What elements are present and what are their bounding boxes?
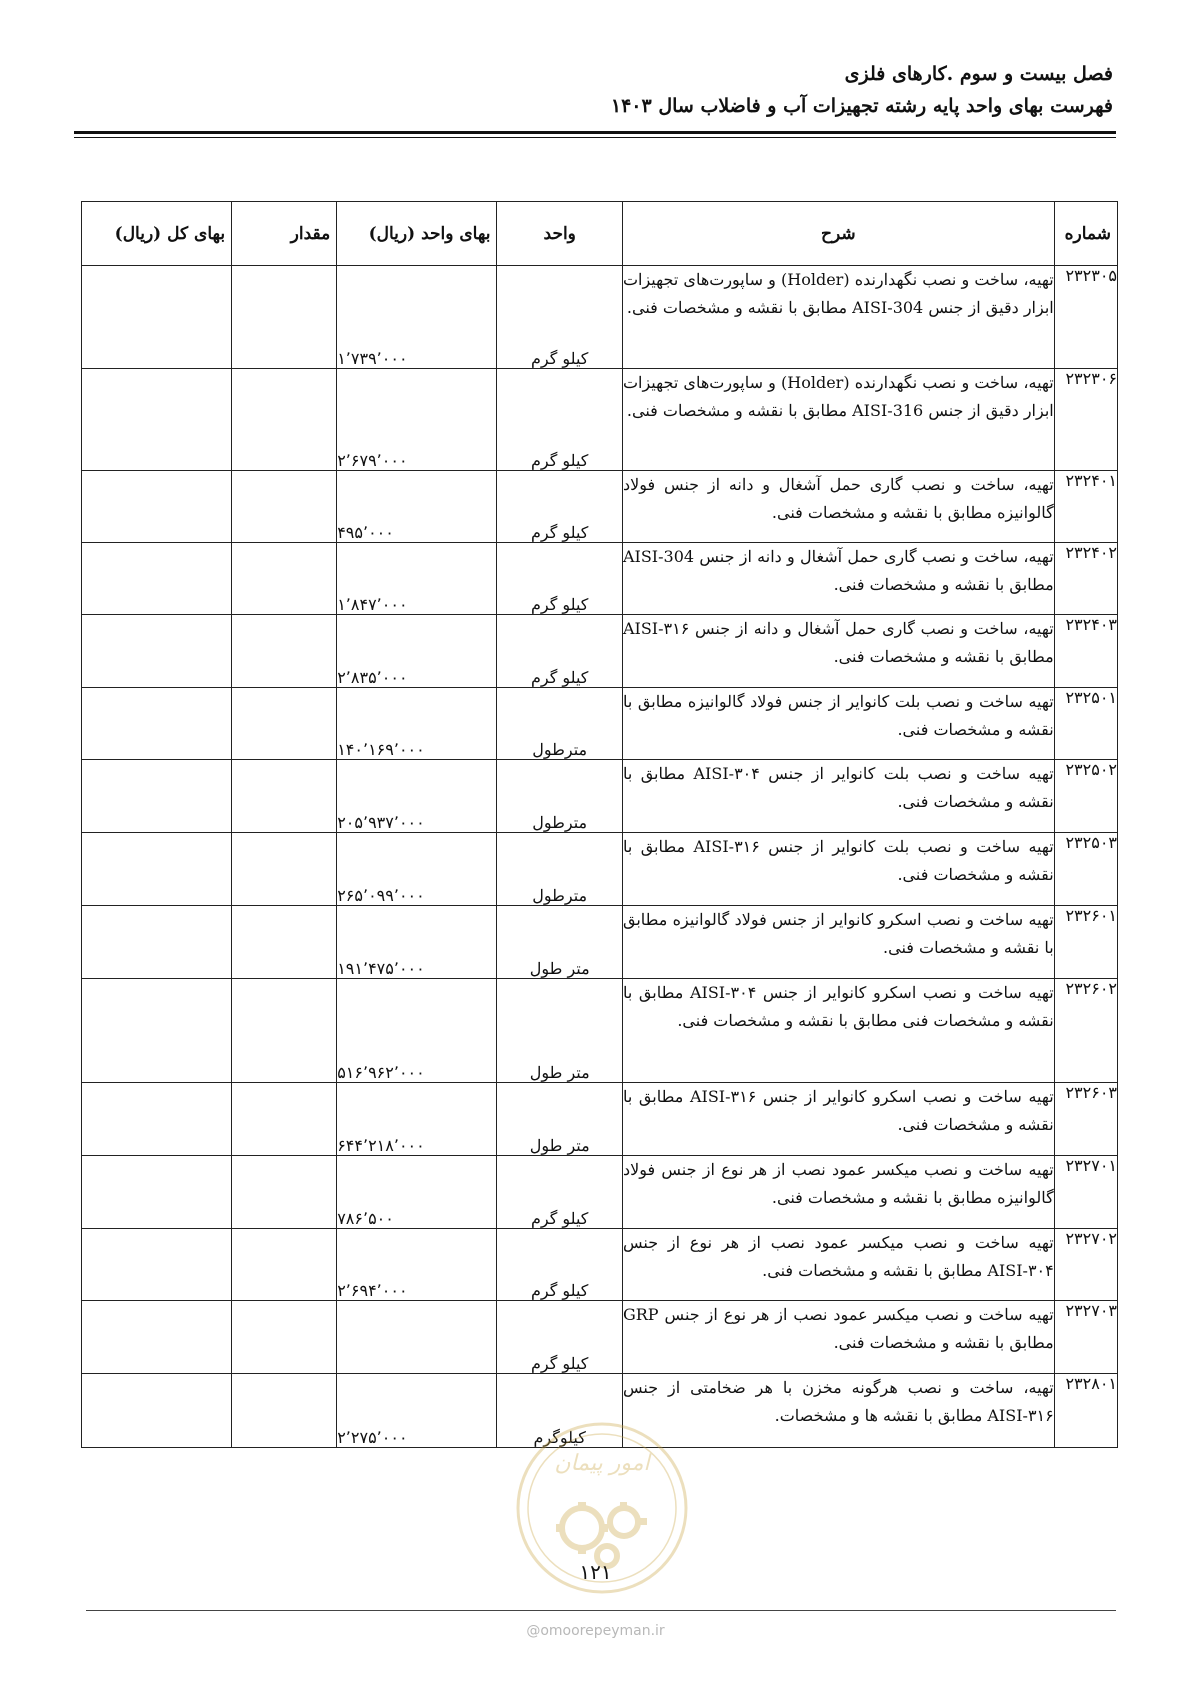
table-header-row (82, 202, 1118, 266)
table-row (82, 979, 1118, 1083)
item-unit-cell: کیلو گرم (497, 1229, 623, 1301)
item-quantity-cell (232, 760, 337, 833)
table-row (82, 833, 1118, 906)
table-row (82, 369, 1118, 471)
item-number-cell: ۲۳۲۵۰۱ (1054, 688, 1117, 760)
item-number-cell: ۲۳۲۸۰۱ (1054, 1374, 1117, 1448)
item-number-cell: ۲۳۲۳۰۵ (1054, 266, 1117, 369)
item-unit-price-cell: ۲٬۶۷۹٬۰۰۰ (337, 369, 497, 471)
item-number-cell: ۲۳۲۳۰۶ (1054, 369, 1117, 471)
item-description-cell: تهیه ساخت و نصب اسکرو کانوایر از جنس AISI-۳۱۶ مطابق با نقشه و مشخصات فنی. (622, 1083, 1054, 1156)
item-number-cell: ۲۳۲۴۰۳ (1054, 615, 1117, 688)
item-quantity-cell (232, 1301, 337, 1374)
item-total-price-cell (82, 471, 232, 543)
footer-rule (86, 1610, 1116, 1611)
item-quantity-cell (232, 688, 337, 760)
col-header-total-price: بهای کل (ریال) (82, 202, 232, 266)
item-quantity-cell (232, 471, 337, 543)
table-row (82, 688, 1118, 760)
item-unit-price-cell: ۱۹۱٬۴۷۵٬۰۰۰ (337, 906, 497, 979)
item-unit-price-cell: ۲۶۵٬۰۹۹٬۰۰۰ (337, 833, 497, 906)
item-total-price-cell (82, 1156, 232, 1229)
item-unit-cell: مترطول (497, 833, 623, 906)
table-row (82, 1301, 1118, 1374)
item-number-cell: ۲۳۲۷۰۱ (1054, 1156, 1117, 1229)
svg-text:امور پیمان: امور پیمان (554, 1451, 650, 1476)
item-quantity-cell (232, 615, 337, 688)
table-row (82, 906, 1118, 979)
item-total-price-cell (82, 543, 232, 615)
page-number: ۱۲۱ (579, 1560, 612, 1584)
item-quantity-cell (232, 833, 337, 906)
item-quantity-cell (232, 369, 337, 471)
item-unit-cell: کیلو گرم (497, 615, 623, 688)
item-total-price-cell (82, 369, 232, 471)
item-quantity-cell (232, 906, 337, 979)
item-unit-price-cell: ۱٬۷۳۹٬۰۰۰ (337, 266, 497, 369)
header-rule-thick (74, 131, 1116, 134)
item-quantity-cell (232, 979, 337, 1083)
item-unit-price-cell: ۲٬۲۷۵٬۰۰۰ (337, 1374, 497, 1448)
item-unit-price-cell: ۴۹۵٬۰۰۰ (337, 471, 497, 543)
item-description-cell: تهیه ساخت و نصب اسکرو کانوایر از جنس فولاد گالوانیزه مطابق با نقشه و مشخصات فنی. (622, 906, 1054, 979)
table-row (82, 1374, 1118, 1448)
item-quantity-cell (232, 1229, 337, 1301)
item-description-cell: تهیه، ساخت و نصب نگهدارنده (Holder) و ساپورت‌های تجهیزات ابزار دقیق از جنس AISI-316 مطابق با نقشه و مشخصات فنی. (622, 369, 1054, 471)
item-quantity-cell (232, 543, 337, 615)
item-unit-cell: کیلو گرم (497, 471, 623, 543)
item-total-price-cell (82, 266, 232, 369)
item-number-cell: ۲۳۲۴۰۱ (1054, 471, 1117, 543)
item-unit-price-cell: ۱٬۸۴۷٬۰۰۰ (337, 543, 497, 615)
item-unit-cell: کیلو گرم (497, 543, 623, 615)
item-description-cell: تهیه، ساخت و نصب گاری حمل آشغال و دانه از جنس AISI-۳۱۶ مطابق با نقشه و مشخصات فنی. (622, 615, 1054, 688)
item-number-cell: ۲۳۲۵۰۲ (1054, 760, 1117, 833)
item-total-price-cell (82, 688, 232, 760)
table-row (82, 615, 1118, 688)
item-description-cell: تهیه ساخت و نصب میکسر عمود نصب از هر نوع از جنس AISI-۳۰۴ مطابق با نقشه و مشخصات فنی. (622, 1229, 1054, 1301)
item-unit-price-cell: ۲٬۶۹۴٬۰۰۰ (337, 1229, 497, 1301)
item-number-cell: ۲۳۲۵۰۳ (1054, 833, 1117, 906)
table-row (82, 760, 1118, 833)
col-header-unit: واحد (497, 202, 623, 266)
table-row (82, 1083, 1118, 1156)
col-header-number: شماره (1054, 202, 1117, 266)
item-unit-cell: کیلو گرم (497, 1301, 623, 1374)
item-description-cell: تهیه ساخت و نصب اسکرو کانوایر از جنس AISI-۳۰۴ مطابق با نقشه و مشخصات فنی مطابق با نقشه و مشخصات فنی. (622, 979, 1054, 1083)
item-unit-cell: متر طول (497, 1083, 623, 1156)
item-total-price-cell (82, 833, 232, 906)
item-quantity-cell (232, 1374, 337, 1448)
website-watermark: @omoorepeyman.ir (526, 1623, 665, 1639)
col-header-quantity: مقدار (232, 202, 337, 266)
item-unit-price-cell: ۲٬۸۳۵٬۰۰۰ (337, 615, 497, 688)
item-unit-cell: کیلو گرم (497, 369, 623, 471)
item-unit-cell: کیلو گرم (497, 1156, 623, 1229)
item-description-cell: تهیه ساخت و نصب بلت کانوایر از جنس AISI-۳۱۶ مطابق با نقشه و مشخصات فنی. (622, 833, 1054, 906)
item-total-price-cell (82, 979, 232, 1083)
item-number-cell: ۲۳۲۶۰۳ (1054, 1083, 1117, 1156)
price-table (81, 201, 1118, 1448)
item-description-cell: تهیه ساخت و نصب بلت کانوایر از جنس AISI-۳۰۴ مطابق با نقشه و مشخصات فنی. (622, 760, 1054, 833)
item-number-cell: ۲۳۲۷۰۳ (1054, 1301, 1117, 1374)
item-unit-cell: کیلو گرم (497, 266, 623, 369)
item-quantity-cell (232, 1156, 337, 1229)
item-unit-cell: مترطول (497, 760, 623, 833)
item-description-cell: تهیه ساخت و نصب میکسر عمود نصب از هر نوع از جنس فولاد گالوانیزه مطابق با نقشه و مشخصات فنی. (622, 1156, 1054, 1229)
item-total-price-cell (82, 1229, 232, 1301)
table-row (82, 1156, 1118, 1229)
item-quantity-cell (232, 266, 337, 369)
item-unit-cell: متر طول (497, 979, 623, 1083)
item-description-cell: تهیه، ساخت و نصب نگهدارنده (Holder) و ساپورت‌های تجهیزات ابزار دقیق از جنس AISI-304 مطابق با نقشه و مشخصات فنی. (622, 266, 1054, 369)
item-number-cell: ۲۳۲۶۰۱ (1054, 906, 1117, 979)
item-number-cell: ۲۳۲۴۰۲ (1054, 543, 1117, 615)
item-unit-price-cell (337, 1301, 497, 1374)
item-total-price-cell (82, 1374, 232, 1448)
item-description-cell: تهیه، ساخت و نصب گاری حمل آشغال و دانه از جنس AISI-304 مطابق با نقشه و مشخصات فنی. (622, 543, 1054, 615)
table-row (82, 266, 1118, 369)
price-list-title: فهرست بهای واحد پایه رشته تجهیزات آب و فاضلاب سال ۱۴۰۳ (610, 95, 1113, 117)
page-header (78, 58, 1113, 122)
item-description-cell: تهیه، ساخت و نصب گاری حمل آشغال و دانه از جنس فولاد گالوانیزه مطابق با نقشه و مشخصات فنی. (622, 471, 1054, 543)
item-unit-cell: مترطول (497, 688, 623, 760)
chapter-title: فصل بیست و سوم .کارهای فلزی (844, 63, 1113, 85)
item-unit-price-cell: ۲۰۵٬۹۳۷٬۰۰۰ (337, 760, 497, 833)
col-header-unit-price: بهای واحد (ریال) (337, 202, 497, 266)
item-unit-price-cell: ۱۴۰٬۱۶۹٬۰۰۰ (337, 688, 497, 760)
item-unit-price-cell: ۷۸۶٬۵۰۰ (337, 1156, 497, 1229)
item-description-cell: تهیه ساخت و نصب بلت کانوایر از جنس فولاد گالوانیزه مطابق با نقشه و مشخصات فنی. (622, 688, 1054, 760)
item-total-price-cell (82, 1083, 232, 1156)
item-unit-cell: کیلوگرم (497, 1374, 623, 1448)
col-header-description: شرح (622, 202, 1054, 266)
item-unit-price-cell: ۶۴۴٬۲۱۸٬۰۰۰ (337, 1083, 497, 1156)
item-description-cell: تهیه ساخت و نصب میکسر عمود نصب از هر نوع از جنس GRP مطابق با نقشه و مشخصات فنی. (622, 1301, 1054, 1374)
item-total-price-cell (82, 615, 232, 688)
item-description-cell: تهیه، ساخت و نصب هرگونه مخزن با هر ضخامتی از جنس AISI-۳۱۶ مطابق با نقشه ها و مشخصات. (622, 1374, 1054, 1448)
item-unit-cell: متر طول (497, 906, 623, 979)
item-quantity-cell (232, 1083, 337, 1156)
item-total-price-cell (82, 1301, 232, 1374)
item-number-cell: ۲۳۲۶۰۲ (1054, 979, 1117, 1083)
table-row (82, 543, 1118, 615)
item-number-cell: ۲۳۲۷۰۲ (1054, 1229, 1117, 1301)
table-row (82, 471, 1118, 543)
header-rule-thin (74, 137, 1116, 138)
item-unit-price-cell: ۵۱۶٬۹۶۲٬۰۰۰ (337, 979, 497, 1083)
item-total-price-cell (82, 760, 232, 833)
table-row (82, 1229, 1118, 1301)
item-total-price-cell (82, 906, 232, 979)
